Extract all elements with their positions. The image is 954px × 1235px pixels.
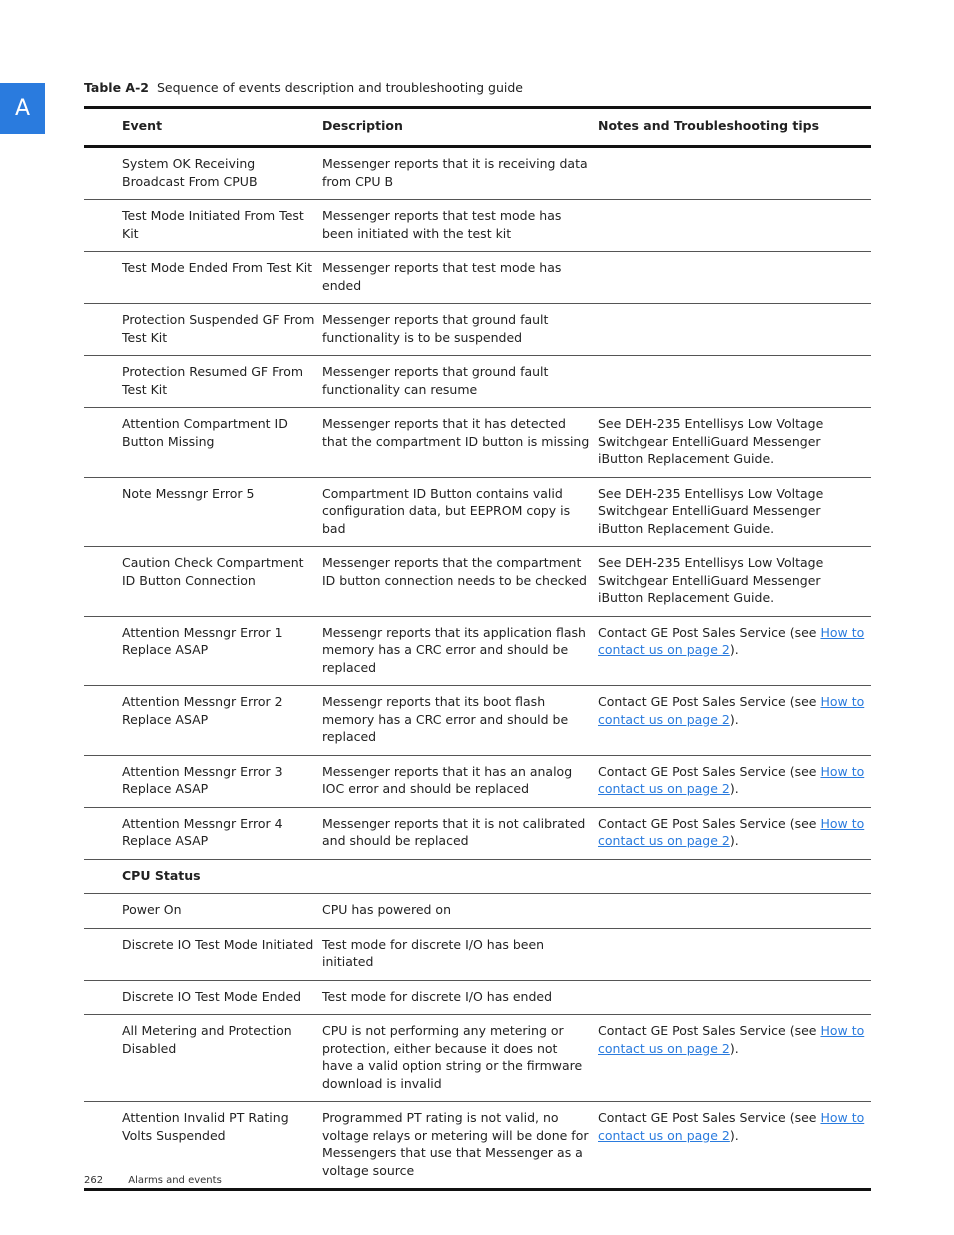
event-cell: Test Mode Initiated From Test Kit (122, 208, 304, 241)
contact-us-link[interactable]: How to contact us on page 2 (598, 1023, 865, 1056)
chapter-letter: A (14, 96, 31, 121)
table-row (84, 686, 871, 756)
event-cell: Test Mode Ended From Test Kit (122, 260, 313, 275)
description-cell: Messenger reports that it has detected that the compartment ID button is missing (322, 416, 590, 449)
table-row (84, 1015, 871, 1102)
notes-cell (598, 807, 871, 859)
notes-text: Contact GE Post Sales Service (see (598, 1110, 821, 1125)
notes-text-suffix: ). (729, 1040, 739, 1056)
event-cell: Protection Suspended GF From Test Kit (122, 312, 315, 345)
contact-us-link[interactable]: How to contact us on page 2 (598, 1110, 865, 1143)
notes-cell: See DEH-235 Entellisys Low Voltage Switchgear EntelliGuard Messenger iButton Replacement Guide. (598, 485, 824, 536)
description-cell: Messenger reports that it is not calibrated and should be replaced (322, 815, 586, 848)
contact-us-link[interactable]: How to contact us on page 2 (598, 624, 865, 657)
chapter-tab (0, 83, 45, 134)
description-cell: Messenger reports that ground fault functionality can resume (322, 364, 549, 397)
notes-text: Contact GE Post Sales Service (see (598, 1023, 821, 1038)
footer-section: Alarms and events (128, 1175, 222, 1186)
table-row (84, 894, 871, 929)
notes-text: Contact GE Post Sales Service (see (598, 815, 821, 831)
table-row (84, 755, 871, 807)
description-cell: Programmed PT rating is not valid, no voltage relays or metering will be done for Messengers that use that Messenger as a voltage source (322, 1110, 589, 1178)
table-row (84, 252, 871, 304)
notes-cell (598, 980, 871, 1015)
description-cell: Test mode for discrete I/O has been initiated (322, 936, 545, 969)
description-cell: Test mode for discrete I/O has ended (322, 988, 553, 1004)
table-row (84, 477, 871, 547)
event-cell: Attention Compartment ID Button Missing (122, 416, 288, 449)
table-row (84, 616, 871, 686)
section-row (84, 859, 871, 894)
event-cell: System OK Receiving Broadcast From CPUB (122, 156, 258, 189)
table-row (84, 356, 871, 408)
description-cell: Compartment ID Button contains valid configuration data, but EEPROM copy is bad (322, 485, 571, 536)
description-cell: Messenger reports that it is receiving data from CPU B (322, 156, 588, 189)
notes-cell (598, 147, 871, 200)
notes-cell (598, 200, 871, 252)
notes-text: Contact GE Post Sales Service (see (598, 763, 821, 779)
notes-cell (598, 252, 871, 304)
notes-text-suffix: ). (729, 833, 739, 848)
table-row (84, 547, 871, 617)
description-cell: Messenger reports that ground fault functionality is to be suspended (322, 312, 549, 345)
notes-cell (598, 928, 871, 980)
header-notes: Notes and Troubleshooting tips (598, 118, 820, 133)
table-header (84, 108, 871, 147)
table-row (84, 980, 871, 1015)
description-cell: Messenger reports that it has an analog IOC error and should be replaced (322, 763, 573, 796)
table-row (84, 147, 871, 200)
contact-us-link[interactable]: How to contact us on page 2 (598, 815, 865, 848)
table-row (84, 200, 871, 252)
event-cell: Attention Messngr Error 1 Replace ASAP (122, 624, 283, 657)
table-caption (84, 80, 523, 95)
notes-cell (598, 686, 871, 756)
description-cell: CPU has powered on (322, 902, 451, 917)
table-body (84, 147, 871, 1190)
notes-cell: See DEH-235 Entellisys Low Voltage Switchgear EntelliGuard Messenger iButton Replacement Guide. (598, 416, 824, 466)
notes-text-suffix: ). (729, 1127, 739, 1143)
event-cell: Protection Resumed GF From Test Kit (122, 364, 304, 397)
notes-text-suffix: ). (729, 642, 739, 657)
notes-cell (598, 1015, 871, 1102)
events-table (84, 106, 871, 1191)
description-cell: Messenger reports that the compartment ID button connection needs to be checked (322, 555, 587, 588)
page-footer (84, 1175, 222, 1186)
contact-us-link[interactable]: How to contact us on page 2 (598, 763, 865, 796)
notes-cell (598, 755, 871, 807)
page-number: 262 (84, 1175, 104, 1186)
description-cell: CPU is not performing any metering or protection, either because it does not have a valid option string or the firmware download is invalid (322, 1023, 583, 1091)
event-cell: Note Messngr Error 5 (122, 485, 255, 501)
event-cell: Discrete IO Test Mode Initiated (122, 936, 314, 952)
section-heading: CPU Status (122, 867, 201, 883)
event-cell: Power On (122, 902, 182, 917)
table-row (84, 304, 871, 356)
event-cell: Attention Messngr Error 2 Replace ASAP (122, 694, 283, 727)
table-caption-label: Table A-2 (84, 80, 149, 95)
event-cell: Attention Invalid PT Rating Volts Suspended (122, 1110, 289, 1143)
event-cell: All Metering and Protection Disabled (122, 1023, 292, 1056)
notes-cell (598, 304, 871, 356)
description-cell: Messengr reports that its boot flash memory has a CRC error and should be replaced (322, 694, 569, 744)
table-row (84, 807, 871, 859)
header-description: Description (322, 118, 403, 133)
notes-cell (598, 356, 871, 408)
event-cell: Discrete IO Test Mode Ended (122, 988, 302, 1004)
table-row (84, 928, 871, 980)
event-cell: Attention Messngr Error 4 Replace ASAP (122, 815, 283, 848)
description-cell: Messenger reports that test mode has been initiated with the test kit (322, 208, 562, 241)
table-row (84, 408, 871, 478)
table-caption-text: Sequence of events description and troubleshooting guide (156, 80, 523, 95)
contact-us-link[interactable]: How to contact us on page 2 (598, 694, 865, 727)
notes-cell (598, 616, 871, 686)
notes-text: Contact GE Post Sales Service (see (598, 624, 821, 640)
header-event: Event (122, 118, 163, 133)
notes-cell: See DEH-235 Entellisys Low Voltage Switchgear EntelliGuard Messenger iButton Replacement Guide. (598, 555, 824, 605)
notes-text-suffix: ). (729, 711, 739, 727)
header-row (84, 108, 871, 147)
notes-text-suffix: ). (729, 781, 739, 796)
event-cell: Caution Check Compartment ID Button Connection (122, 555, 304, 588)
notes-text: Contact GE Post Sales Service (see (598, 694, 821, 709)
description-cell: Messenger reports that test mode has ended (322, 260, 562, 293)
notes-cell (598, 1102, 871, 1190)
event-cell: Attention Messngr Error 3 Replace ASAP (122, 763, 283, 796)
description-cell: Messengr reports that its application flash memory has a CRC error and should be replaced (322, 624, 586, 675)
notes-cell (598, 894, 871, 929)
